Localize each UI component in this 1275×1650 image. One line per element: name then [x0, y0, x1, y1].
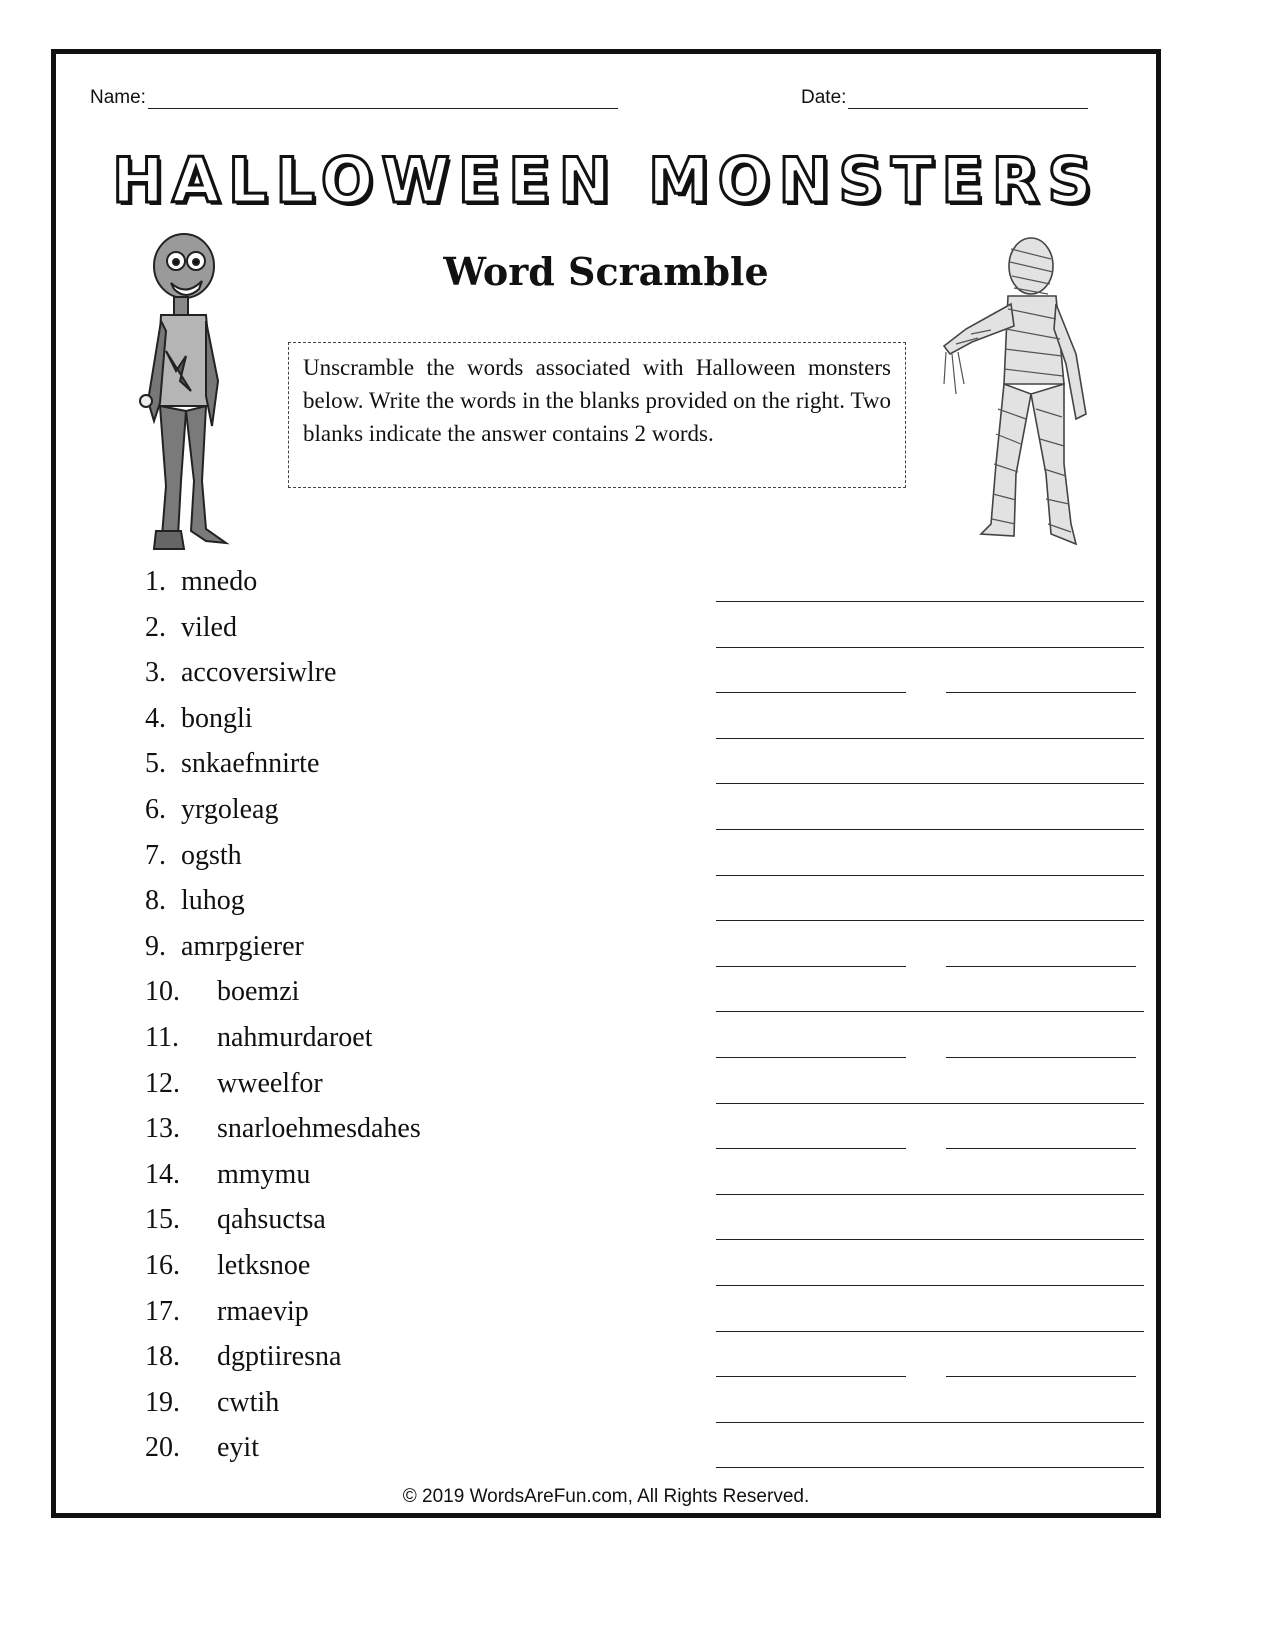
- scrambled-word: snkaefnnirte: [181, 748, 320, 780]
- item-number: 3.: [145, 657, 166, 689]
- name-field: [90, 87, 618, 109]
- answer-blank[interactable]: [716, 1194, 1144, 1195]
- answer-blank[interactable]: [716, 1376, 906, 1377]
- worksheet-page: [51, 49, 1161, 1518]
- date-field: [801, 87, 1088, 109]
- list-item: [56, 1250, 1156, 1295]
- scrambled-word: amrpgierer: [181, 930, 304, 962]
- scrambled-word: cwtih: [217, 1386, 280, 1418]
- item-number: 18.: [145, 1341, 180, 1373]
- answer-blank[interactable]: [716, 1285, 1144, 1286]
- item-number: 6.: [145, 794, 166, 825]
- item-number: 4.: [145, 702, 166, 734]
- list-item: [56, 1432, 1156, 1477]
- item-number: 10.: [145, 976, 180, 1008]
- list-item: [56, 1341, 1156, 1386]
- answer-blank[interactable]: [716, 875, 1144, 876]
- item-number: 11.: [145, 1022, 179, 1053]
- answer-blank[interactable]: [716, 692, 906, 693]
- scrambled-word: luhog: [181, 885, 245, 917]
- instructions-box: Unscramble the words associated with Halloween monsters below. Write the words in the blanks provided on the right. Two blanks indicate the answer contains 2 words.: [288, 342, 906, 488]
- name-label: Name:: [90, 87, 146, 108]
- zombie-icon: [136, 231, 236, 556]
- scrambled-word: eyit: [217, 1432, 259, 1464]
- list-item: [56, 1113, 1156, 1158]
- list-item: [56, 566, 1156, 611]
- list-item: [56, 1068, 1156, 1113]
- scrambled-word: nahmurdaroet: [217, 1022, 373, 1053]
- scrambled-word: ogsth: [181, 839, 242, 871]
- scrambled-word: viled: [181, 611, 237, 643]
- list-item: [56, 931, 1156, 976]
- answer-blank[interactable]: [716, 1011, 1144, 1012]
- answer-blank[interactable]: [716, 1467, 1144, 1468]
- answer-blank[interactable]: [946, 1148, 1136, 1149]
- list-item: [56, 1204, 1156, 1249]
- answer-blank[interactable]: [716, 1239, 1144, 1240]
- answer-blank[interactable]: [946, 1376, 1136, 1377]
- item-number: 1.: [145, 566, 166, 597]
- scrambled-word: accoversiwlre: [181, 657, 337, 689]
- scrambled-word: snarloehmesdahes: [217, 1113, 421, 1145]
- item-number: 7.: [145, 839, 166, 871]
- scrambled-word: boemzi: [217, 976, 300, 1008]
- scrambled-word: letksnoe: [217, 1250, 311, 1281]
- scrambled-word: qahsuctsa: [217, 1204, 326, 1236]
- name-blank[interactable]: [148, 88, 618, 109]
- list-item: [56, 840, 1156, 885]
- list-item: [56, 612, 1156, 657]
- item-number: 5.: [145, 748, 166, 780]
- mummy-icon: [936, 234, 1111, 556]
- list-item: [56, 657, 1156, 702]
- item-number: 9.: [145, 930, 166, 962]
- scrambled-word: yrgoleag: [181, 794, 279, 825]
- answer-blank[interactable]: [716, 738, 1144, 739]
- answer-blank[interactable]: [946, 692, 1136, 693]
- date-label: Date:: [801, 87, 847, 108]
- item-number: 15.: [145, 1204, 180, 1236]
- item-number: 13.: [145, 1113, 180, 1145]
- copyright-footer: © 2019 WordsAreFun.com, All Rights Reserved.: [402, 1486, 810, 1507]
- scrambled-word: bongli: [181, 702, 253, 734]
- item-number: 17.: [145, 1295, 180, 1327]
- item-number: 16.: [145, 1250, 180, 1281]
- list-item: [56, 885, 1156, 930]
- answer-blank[interactable]: [716, 1422, 1144, 1423]
- answer-blank[interactable]: [716, 1057, 906, 1058]
- page-subtitle: Word Scramble: [443, 249, 769, 294]
- list-item: [56, 794, 1156, 839]
- item-number: 19.: [145, 1386, 180, 1418]
- item-number: 12.: [145, 1067, 180, 1099]
- answer-blank[interactable]: [716, 966, 906, 967]
- answer-blank[interactable]: [716, 783, 1144, 784]
- scrambled-word: mmymu: [217, 1158, 311, 1190]
- list-item: [56, 703, 1156, 748]
- scrambled-word: mnedo: [181, 566, 258, 597]
- list-item: [56, 1159, 1156, 1204]
- scrambled-word: wweelfor: [217, 1067, 323, 1099]
- answer-blank[interactable]: [716, 1103, 1144, 1104]
- scrambled-word: rmaevip: [217, 1295, 309, 1327]
- answer-blank[interactable]: [716, 601, 1144, 602]
- list-item: [56, 976, 1156, 1021]
- list-item: [56, 1387, 1156, 1432]
- answer-blank[interactable]: [946, 966, 1136, 967]
- item-number: 20.: [145, 1432, 180, 1464]
- date-blank[interactable]: [848, 88, 1088, 109]
- item-number: 14.: [145, 1158, 180, 1190]
- list-item: [56, 748, 1156, 793]
- scrambled-word: dgptiiresna: [217, 1341, 342, 1373]
- list-item: [56, 1022, 1156, 1067]
- answer-blank[interactable]: [716, 647, 1144, 648]
- item-number: 8.: [145, 885, 166, 917]
- answer-blank[interactable]: [716, 920, 1144, 921]
- answer-blank[interactable]: [946, 1057, 1136, 1058]
- answer-blank[interactable]: [716, 1148, 906, 1149]
- page-title: HALLOWEEN MONSTERS: [112, 144, 1100, 217]
- item-number: 2.: [145, 611, 166, 643]
- answer-blank[interactable]: [716, 829, 1144, 830]
- answer-blank[interactable]: [716, 1331, 1144, 1332]
- list-item: [56, 1296, 1156, 1341]
